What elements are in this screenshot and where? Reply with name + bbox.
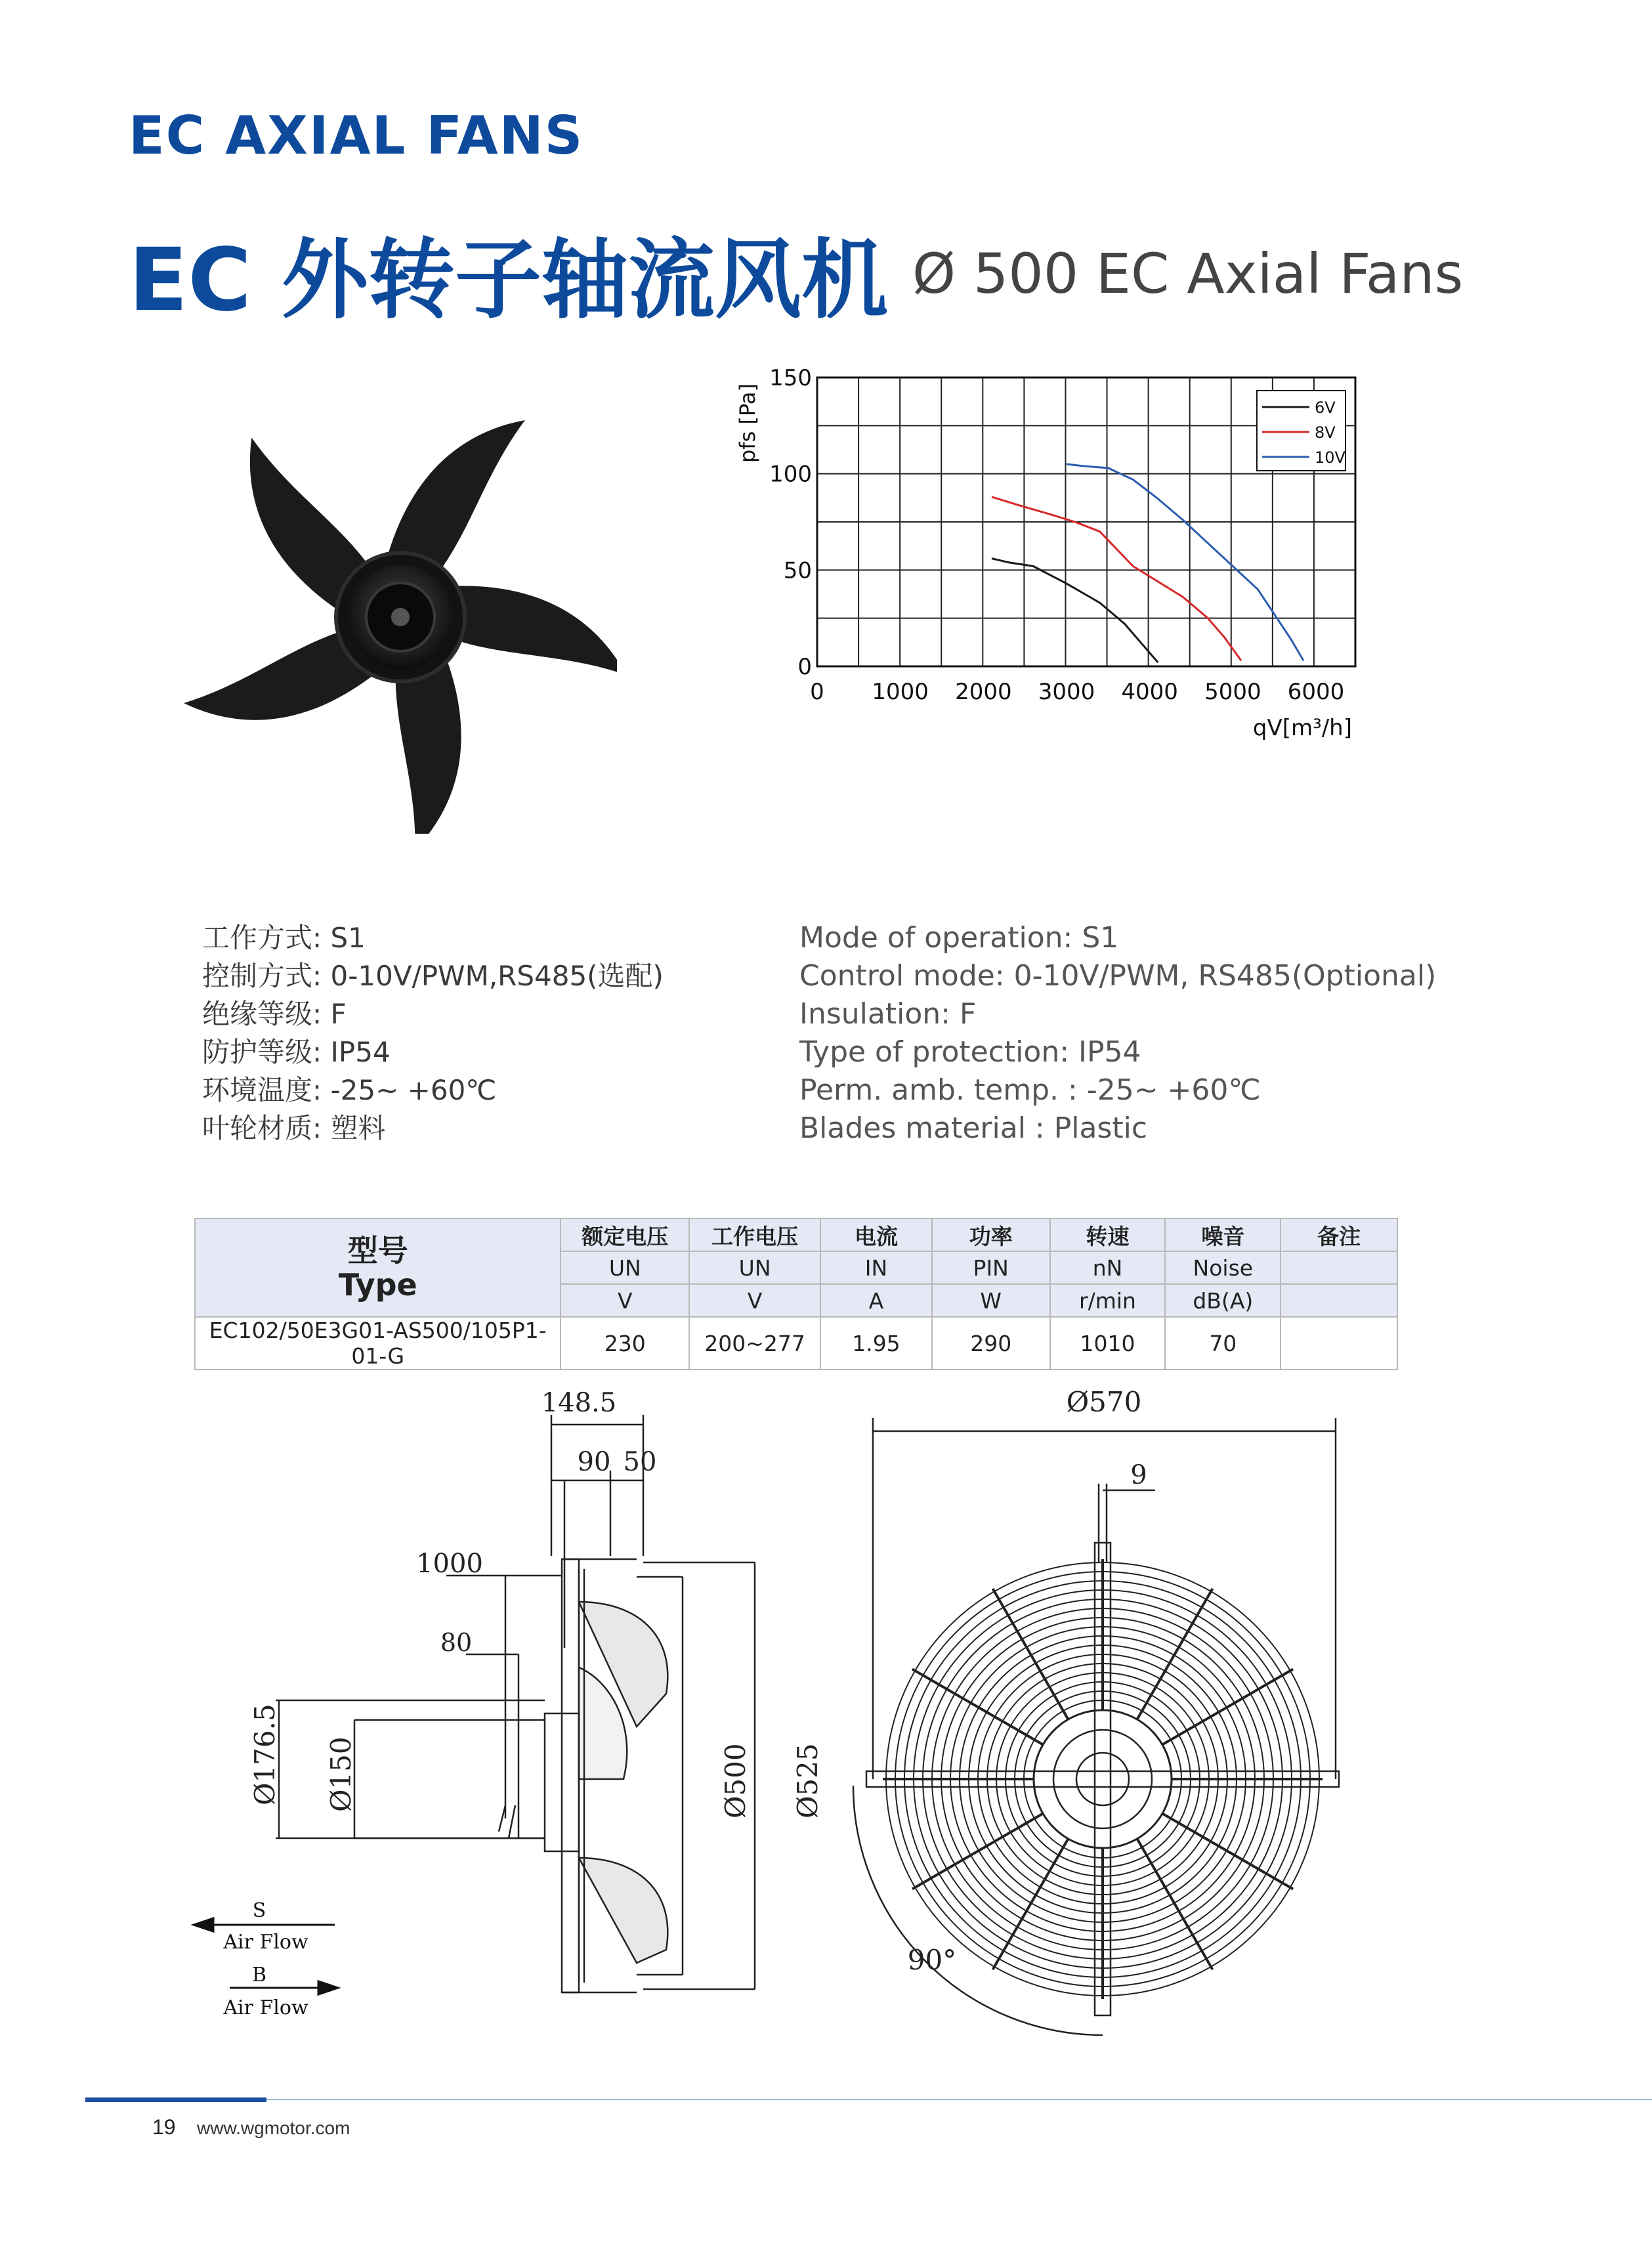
x-tick-label: 2000 <box>955 679 1012 705</box>
dim-depth: 148.5 <box>541 1388 617 1418</box>
column-unit: V <box>689 1284 820 1317</box>
category-heading: EC AXIAL FANS <box>129 105 584 166</box>
guard-spoke <box>912 1814 1043 1889</box>
spec-row-en: Type of protection: IP54 <box>799 1035 1141 1069</box>
dim-176-5: Ø176.5 <box>249 1704 281 1805</box>
flow-s: S <box>252 1899 266 1922</box>
y-tick-label: 0 <box>797 654 812 680</box>
x-tick-label: 5000 <box>1204 679 1261 705</box>
flow-b-label: Air Flow <box>223 1996 308 2019</box>
spec-row-en: Perm. amb. temp. : -25~ +60℃ <box>799 1073 1261 1107</box>
column-unit: W <box>932 1284 1050 1317</box>
column-symbol: UN <box>689 1251 820 1284</box>
page-number: 19 <box>152 2115 176 2139</box>
page-subtitle: Ø 500 EC Axial Fans <box>912 242 1464 306</box>
table-header-row <box>195 1218 1397 1251</box>
angle-90: 90° <box>907 1944 957 1976</box>
column-symbol <box>1281 1251 1397 1284</box>
column-symbol: IN <box>820 1251 932 1284</box>
spec-row-cn: 防护等级: IP54 <box>202 1036 391 1068</box>
column-unit: A <box>820 1284 932 1317</box>
x-tick-label: 3000 <box>1038 679 1095 705</box>
column-symbol: PIN <box>932 1251 1050 1284</box>
table-cell: 1010 <box>1050 1317 1166 1369</box>
column-header: 转速 <box>1050 1218 1166 1251</box>
x-tick-label: 1000 <box>872 679 929 705</box>
x-tick-label: 0 <box>810 679 824 705</box>
dim-500: Ø500 <box>719 1743 752 1818</box>
series-line-6V <box>992 559 1158 662</box>
spec-row-cn: 环境温度: -25~ +60℃ <box>202 1074 497 1106</box>
guard-spoke <box>1137 1839 1213 1969</box>
spec-row-en: Mode of operation: S1 <box>799 921 1119 955</box>
dim-570: Ø570 <box>1066 1386 1142 1418</box>
y-tick-label: 50 <box>783 557 812 584</box>
footer-accent-bar <box>85 2097 266 2102</box>
column-header: 备注 <box>1281 1218 1397 1251</box>
page-title-cn: EC 外转子轴流风机 <box>129 230 888 331</box>
guard-ring <box>1015 1691 1191 1867</box>
dim-150: Ø150 <box>325 1736 357 1812</box>
column-header: 噪音 <box>1165 1218 1281 1251</box>
front-view-drawing <box>847 1385 1437 2055</box>
table-cell <box>1281 1317 1397 1369</box>
legend-label: 6V <box>1315 398 1336 417</box>
y-tick-label: 100 <box>769 461 812 488</box>
column-unit: dB(A) <box>1165 1284 1281 1317</box>
spec-row-cn: 叶轮材质: 塑料 <box>202 1112 386 1144</box>
dim-525: Ø525 <box>792 1743 824 1818</box>
type-header: 型号 Type <box>195 1218 561 1317</box>
series-line-10V <box>1067 464 1303 660</box>
column-unit <box>1281 1284 1397 1317</box>
table-row <box>195 1317 1397 1369</box>
spec-row-cn: 控制方式: 0-10V/PWM,RS485(选配) <box>202 960 664 992</box>
table-cell: 200~277 <box>689 1317 820 1369</box>
y-tick-label: 150 <box>769 365 812 391</box>
specs-en <box>799 919 1436 1148</box>
x-tick-label: 4000 <box>1121 679 1178 705</box>
specs-cn <box>202 919 664 1148</box>
model-cell: EC102/50E3G01-AS500/105P1-01-G <box>195 1317 561 1369</box>
spec-row-en: Control mode: 0-10V/PWM, RS485(Optional) <box>799 959 1437 993</box>
legend-label: 8V <box>1315 423 1336 442</box>
guard-spoke <box>993 1589 1069 1719</box>
guard-spoke <box>993 1839 1069 1969</box>
column-header: 额定电压 <box>561 1218 689 1251</box>
column-header: 电流 <box>820 1218 932 1251</box>
dim-a: 90 <box>577 1447 611 1477</box>
x-axis-label: qV[m³/h] <box>1252 715 1352 741</box>
table-cell: 1.95 <box>820 1317 932 1369</box>
column-symbol: nN <box>1050 1251 1166 1284</box>
flow-b: B <box>251 1964 267 1987</box>
guard-spoke <box>1162 1814 1293 1889</box>
y-axis-label: pfs [Pa] <box>735 383 760 463</box>
table-cell: 290 <box>932 1317 1050 1369</box>
column-header: 功率 <box>932 1218 1050 1251</box>
x-tick-label: 6000 <box>1287 679 1345 705</box>
column-symbol: Noise <box>1165 1251 1281 1284</box>
dim-80: 80 <box>440 1628 473 1657</box>
cable-length: 1000 <box>416 1549 483 1579</box>
legend-label: 10V <box>1315 448 1345 467</box>
spec-row-cn: 工作方式: S1 <box>202 922 366 954</box>
column-symbol: UN <box>561 1251 689 1284</box>
website-link[interactable]: www.wgmotor.com <box>197 2118 350 2138</box>
performance-chart <box>722 355 1444 893</box>
table-cell: 70 <box>1165 1317 1281 1369</box>
dim-b: 50 <box>623 1447 657 1477</box>
spec-row-en: Blades material : Plastic <box>799 1111 1148 1145</box>
spec-row-en: Insulation: F <box>799 997 977 1031</box>
fan-impeller-image <box>184 400 617 834</box>
spec-table <box>194 1218 1398 1370</box>
guard-ring <box>1024 1700 1181 1858</box>
column-header: 工作电压 <box>689 1218 820 1251</box>
dim-9: 9 <box>1130 1460 1147 1490</box>
column-unit: V <box>561 1284 689 1317</box>
guard-spoke <box>1137 1589 1213 1719</box>
column-unit: r/min <box>1050 1284 1166 1317</box>
side-view-drawing <box>177 1385 866 2055</box>
guard-spoke <box>1162 1669 1293 1745</box>
footer-divider <box>85 2099 1652 2100</box>
guard-spoke <box>912 1669 1043 1745</box>
spec-row-cn: 绝缘等级: F <box>202 998 347 1030</box>
flow-s-label: Air Flow <box>223 1931 308 1954</box>
table-cell: 230 <box>561 1317 689 1369</box>
